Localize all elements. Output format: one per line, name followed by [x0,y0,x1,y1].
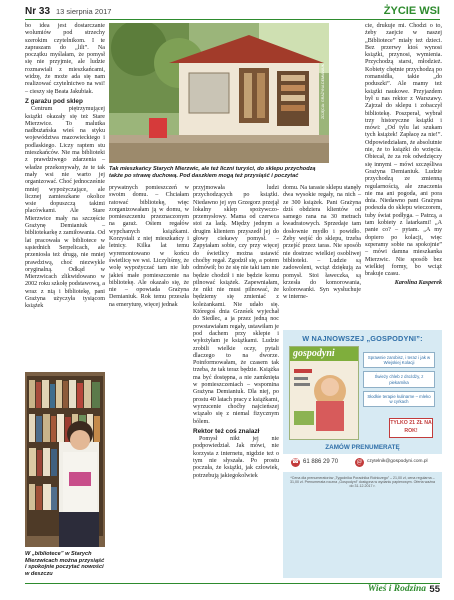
advert-headline: W NAJNOWSZEJ „GOSPODYNI”: [302,334,423,343]
bookshelf-photo-caption: W „bibliotece” w Starych Mierzwicach można przysiąść i spokojnie poczytać nowości w deszczu [25,551,105,577]
email-icon: @ [356,459,363,465]
article-column-4 [283,185,361,302]
gospodyni-advert [283,330,442,578]
cover-logo: gospodyni [290,347,358,361]
price-badge: TYLKO 21 ZŁ NA ROK! [389,418,433,438]
body-paragraph: prywatnych pomieszczeń w swoim domu. – Chciałam ratować bibliotekę, więc zorganizowałam ją w domu, w pomieszczeniu przeznaczonym na garaż. Ośiem regałów wypchanych książkami. Korzystali z niej mieszkańcy i letnicy. Kilka lat temu wyremontowano w końcu świetlicę we wsi. Liczyliśmy, że wolę wypożyczać tam nie lub jakieś małe pomieszczenie na bibliotekę. Ale okazało się, że nie – opowiada Grażyna Demianiuk. Rok temu przeszła na emeryturę, więcej jednak [109,185,189,308]
section-title: ŻYCIE WSI [383,5,440,17]
advert-phone[interactable]: 61 886 29 70 [303,459,339,465]
page-number: 55 [429,584,440,595]
bookshelf-photo-image [25,372,105,547]
advert-fine-print: *Cena dla prenumeratorów „Tygodnika Poradnika Rolniczego” – 21,00 zł, cena regularna – 31,00 zł. Prenumerata roczna „Gospodyni” dostępna w wydaniu papierowym. Oferta ważna do 31.12.2017 r. [289,476,436,489]
intro-paragraph: bo idea jest dostarczanie wolumiów pod strzechy szerokim czytelnikom. I te zapraszam do „lili”. Na początku myślałam, że pomysł się nie przyjmie, ale ludzie rozmawiali z mieszkańcami, widzę, że może ada się nam realizować czytelnictwo na wsi! – cieszy się Beata Jakubiak. [25,23,105,95]
body-paragraph: przyjmowała ludzi przychodzących po książki. Niedawno jej syn Grzegorz przejął lokalny sklep spożywczo-przemysłowy. Mama od czerwca stoi za ladą. Między jednym a drugim klientem przyszedł jej do głowy ciekawy pomysł. – Zapytałam sobie, czy przy więcej do świetlicy można ustawić choćby regał. Zgodził się, a potem odmówił; bo że się nie taki tam nie będzie chodził i nie będzie komu pilnować książek. Zapewniałam, że nikt nie musi pilnować, że będziemy się zmieniać z koleżankami. Nie udało się. Któregoś dnia Grześek wyjechał do Siedlec, a ja przez jedną noc powstawiałam regały, ustawiłam je pod dachem przy sklepie i wyłożyłam je książkami. Ludzie zrobili wielkie oczy, pytali dlaczego to na dworze. Poinformowałam, że czasem tak trzeba, że tak teraz będzie. Książka ma być dostępna, a nie zamknięta w pomieszczeniach – wspomina Grażyna Demianiuk. Dla niej, po prostu 40 latach pracy z książkami, wyrzucenie choćby najcieńszej wiązało się z niemal fizycznym bólem. [193,185,279,425]
article-column-5 [365,23,442,288]
issue-number: Nr 33 [25,6,51,17]
subheading-garage: Z garażu pod sklep [25,97,83,105]
cover-image [290,361,358,439]
magazine-cover [289,346,359,440]
advert-bullet: Sprawnie zarobisz, i teraz i jak w Wiejskiej Kolacji [363,352,435,368]
advert-bullets [363,352,435,410]
photo-credit: ZDJĘCIA: GRAŻYNA DEMIANIUK [321,63,325,119]
article-column-3 [193,185,279,480]
advert-bullet: Słodkie terapie kulinarne – mleko w cyrkach [363,391,435,407]
subheading-rector: Rektor też coś znalazł [193,427,260,435]
article-column-1 [25,23,105,311]
body-paragraph: Centrum piętrzymującej książki okazały się też Stare Mierzwice. To malutka nadbużańska wieś na styku województwa mazowieckiego i podlaskiego. Liczy raptem stu mieszkańców. Nie ma biblioteki z prawdziwego zdarzenia – władze przekonywały, że te tak mały wsi nie warto jej organizować. Choć jednocześnie mniej wypożyczające, ale licznej zamieszkane okolice wsie dopuszczą takimi placówkami. Ale Stare Mierzwice mały na szczęście Grażynę Demianiuk – bibliotekarkę z zamiłowania. Od lat pracowała w bibliotece w sąsiednich Serpelicach, ale przeniosła też drugą, nie mniej prawdziwą, choć niezwykle oryginalną. Odkąd w Mierzwicach zlikwidowano w 2002 roku szkołę podstawową, a wraz z nią i bibliotekę, pani Grażyna użyczyła tysiącom książek [25,106,105,310]
article-column-2 [109,185,189,309]
footer-brand: Wieś i Rodzina [367,584,426,594]
phone-icon: ☎ [291,459,300,465]
body-paragraph: Pomysł nikt jej nie podpowiedział. Jak mówi, nie korzysta z internetu, nigdzie też o tym nie słyszała. Po prostu poczuła, że książki, jak człowiek, potrzebują jakiegokolwiek [193,436,279,479]
shop-photo [109,23,329,163]
body-paragraph: cie, drukuje mi. Chodzi o to, żeby zaejcie w naszej „Bibliotece” miały też dzieci. Bez przerwy ktoś wynosi książki, przynosi, wymienia. Przychodzą starsi, młodzież. Kobiety chętnie przychodzą po romansidła, takie „do poduszki”. Ale mamy też książki naukowe. Przyjazdem był u nas rektor z Warszawy. Zajrzał do sklepu i zobaczył bibliotekę. Poszperał, wybrał trzy historyczne książki i mówi: „Od tylu lat szukam tych książek! Zapłacę za nie!”. Odpowiedziałam, że absolutnie nie, że to książki do wzięcia. Obiecał, że za rok odwdzięczy się innymi – mówi szczęśliwa Grażyna Demianiuk. Ludzie przychodzą ze zmienną regularnością, ale znaczenia nie ma ani pogoda, ani pora dnia. Niedawno pani Grażyna podeszła do sklepu wieczorem, tuby świat podłyga. – Patrzą, a tam kobiety z latarkami! „A panie co? – pytam. „A my dopiero po kolacji, więc szperamy sobie na spokojnie” – mówi damna mieszkanka Mierzwic. Nie sposób bez wielkiej formy, bo wciąż brakuje czasu. [365,23,442,278]
body-paragraph: domu. Na tarasie sklepu stanęły dwa wysokie regały, na nich – ze 300 książek. Pani Grażyna dziś obdziera klientów od samego rana na 30 metrach kwadratowych. Sprzedaje tam dosłownie mydło i powidło. Żeby wejść do sklepu, trzeba przejść przez taras. Nie sposób nie dostrzec wielkiej osobliwej biblioteki. – Ludzie są zadowoleni, wciąż dziękują za pomysł. Stoi ławeczka, są krzesła do komorowania, kolorowanki. Syn wysłuchuje w interne- [283,185,361,301]
contact-bar [283,454,442,472]
shop-photo-image [109,23,329,163]
advert-email[interactable]: czytelnik@gospodyni.com.pl [367,459,428,464]
shop-photo-caption: Tak mieszkańcy Starych Mierzwic, ale też liczni turyści, do sklepu przychodzą także po strawę duchową. Pod daszkiem mogą też przysiąść i poczytać [109,166,316,179]
advert-bullet: Świeży chleb z drożdży, z piekarnika [363,371,435,387]
issue-date: 13 sierpnia 2017 [56,7,112,16]
bookshelf-photo [25,372,105,547]
header-rule [25,19,440,20]
subscribe-label: ZAMÓW PRENUMERATĘ [325,444,400,451]
author-signature: Karolina Kasperek [394,280,442,287]
